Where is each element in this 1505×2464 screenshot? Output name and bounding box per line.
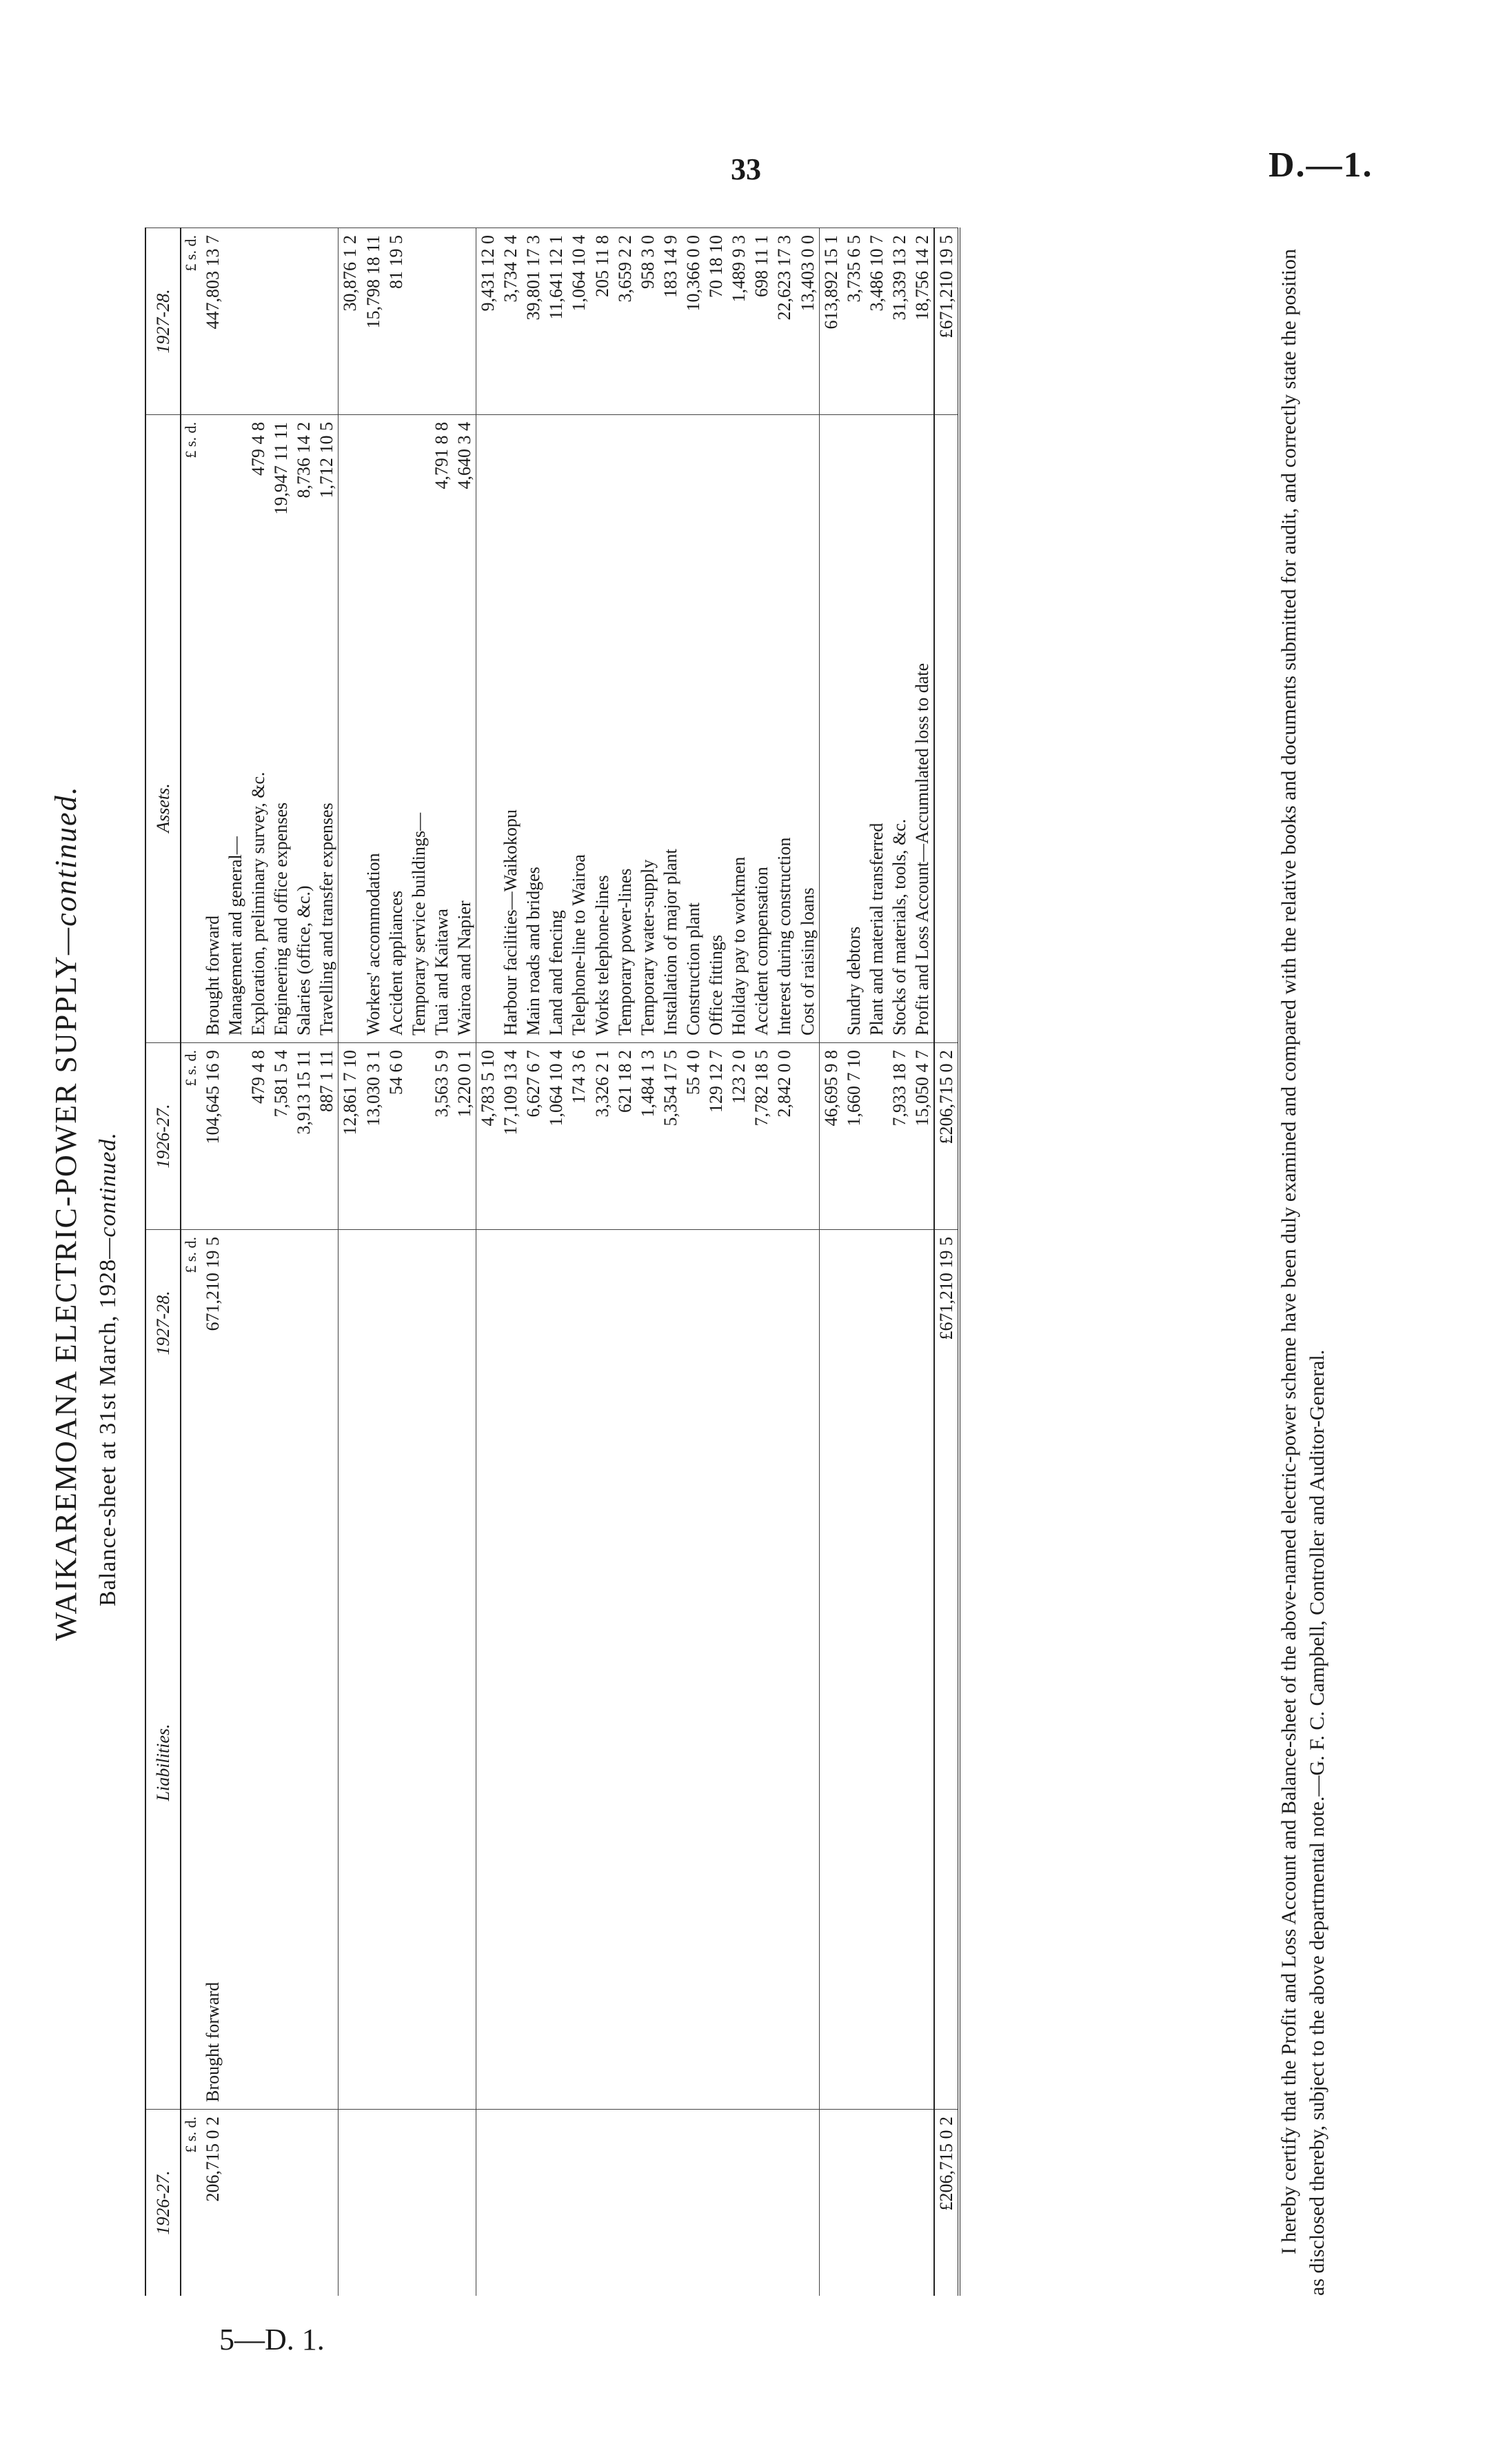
liabilities-empty-cell <box>362 2110 385 2296</box>
asset-label: Tuai and Kaitawa <box>431 909 452 1036</box>
liabilities-empty-cell <box>292 1230 315 1417</box>
liabilities-empty-cell <box>796 1416 820 2110</box>
asset-prior-value: 104,645 16 9 <box>201 1043 224 1230</box>
asset-prior-value: 5,354 17 5 <box>659 1043 682 1230</box>
asset-current-value: 183 14 9 <box>659 228 682 415</box>
liabilities-empty-cell <box>750 2110 773 2296</box>
table-header <box>145 228 181 2296</box>
asset-prior-value: 3,913 15 11 <box>292 1043 315 1230</box>
liabilities-empty-cell <box>247 2110 270 2296</box>
liabilities-empty-cell <box>819 1416 842 2110</box>
liabilities-empty-cell <box>407 1230 430 1417</box>
table-row <box>842 228 865 2296</box>
liabilities-empty-cell <box>614 1230 636 1417</box>
asset-prior-value: 12,861 7 10 <box>339 1043 362 1230</box>
liabilities-total-current: £671,210 19 5 <box>934 1230 959 1417</box>
table-row <box>750 228 773 2296</box>
table-row <box>201 228 224 2296</box>
asset-subtotal-value <box>499 415 522 574</box>
table-row <box>522 228 545 2296</box>
liabilities-empty-cell <box>476 2110 500 2296</box>
liabilities-empty-cell <box>796 1230 820 1417</box>
asset-prior-value: 46,695 9 8 <box>819 1043 842 1230</box>
liabilities-empty-cell <box>292 1416 315 2110</box>
table-row <box>453 228 476 2296</box>
asset-current-value: 9,431 12 0 <box>476 228 500 415</box>
asset-prior-value: 3,563 5 9 <box>430 1043 453 1230</box>
liabilities-empty-cell <box>362 1416 385 2110</box>
asset-prior-value <box>407 1043 430 1230</box>
asset-prior-value: 17,109 13 4 <box>499 1043 522 1230</box>
liabilities-empty-cell <box>659 1416 682 2110</box>
table-row <box>705 228 727 2296</box>
table-row <box>888 228 911 2296</box>
asset-label: Office fittings <box>706 934 727 1036</box>
asset-subtotal-value: 8,736 14 2 <box>292 415 315 574</box>
table-row <box>614 228 636 2296</box>
asset-current-value: 18,756 14 2 <box>911 228 934 415</box>
table-row <box>796 228 820 2296</box>
asset-label: Stocks of materials, tools, &c. <box>889 818 910 1036</box>
liabilities-empty-cell <box>339 2110 362 2296</box>
asset-prior-value: 13,030 3 1 <box>362 1043 385 1230</box>
liabilities-empty-cell <box>476 1416 500 2110</box>
assets-total-current: £671,210 19 5 <box>934 228 959 415</box>
liabilities-empty-cell <box>522 1416 545 2110</box>
table-row <box>545 228 567 2296</box>
liabilities-empty-cell <box>591 2110 614 2296</box>
units-label: £ s. d. <box>181 1043 201 1230</box>
table-row <box>819 228 842 2296</box>
asset-current-value <box>453 228 476 415</box>
liabilities-brought-forward-prior: 206,715 0 2 <box>201 2110 224 2296</box>
asset-prior-value: 1,484 1 3 <box>636 1043 659 1230</box>
rotated-balance-sheet <box>41 179 1386 2385</box>
liabilities-empty-cell <box>705 2110 727 2296</box>
asset-current-value: 70 18 10 <box>705 228 727 415</box>
assets-total-spacer <box>934 415 959 574</box>
liabilities-empty-cell <box>865 1230 888 1417</box>
page-number: 33 <box>731 152 761 186</box>
asset-subtotal-value <box>545 415 567 574</box>
asset-prior-value: 55 4 0 <box>682 1043 705 1230</box>
liabilities-empty-cell <box>453 1230 476 1417</box>
units-label: £ s. d. <box>181 2110 201 2296</box>
asset-subtotal-value: 1,712 10 5 <box>315 415 339 574</box>
asset-current-value: 1,489 9 3 <box>727 228 750 415</box>
asset-prior-value: 1,220 0 1 <box>453 1043 476 1230</box>
asset-prior-value: 123 2 0 <box>727 1043 750 1230</box>
asset-subtotal-value <box>614 415 636 574</box>
table-row <box>727 228 750 2296</box>
table-row <box>247 228 270 2296</box>
asset-subtotal-value <box>865 415 888 574</box>
asset-current-value: 15,798 18 11 <box>362 228 385 415</box>
liabilities-empty-cell <box>773 1416 796 2110</box>
table-row <box>385 228 407 2296</box>
liabilities-empty-cell <box>453 2110 476 2296</box>
asset-label: Engineering and office expenses <box>271 802 292 1036</box>
liabilities-empty-cell <box>567 1416 590 2110</box>
liabilities-empty-cell <box>888 2110 911 2296</box>
table-row <box>499 228 522 2296</box>
asset-subtotal-value <box>705 415 727 574</box>
liabilities-empty-cell <box>270 1416 292 2110</box>
asset-label: Accident compensation <box>751 867 772 1036</box>
asset-current-value: 30,876 1 2 <box>339 228 362 415</box>
asset-label: Brought forward <box>202 915 223 1036</box>
liabilities-empty-cell <box>545 1230 567 1417</box>
table-row <box>865 228 888 2296</box>
asset-current-value: 3,735 6 5 <box>842 228 865 415</box>
liabilities-brought-forward-current: 671,210 19 5 <box>201 1230 224 1417</box>
liabilities-empty-cell <box>476 1230 500 1417</box>
liabilities-total-spacer <box>934 1416 959 2110</box>
asset-subtotal-value <box>636 415 659 574</box>
asset-subtotal-value <box>888 415 911 574</box>
asset-label: Construction plant <box>683 902 704 1036</box>
asset-current-value <box>292 228 315 415</box>
liabilities-empty-cell <box>224 2110 247 2296</box>
asset-current-value: 3,659 2 2 <box>614 228 636 415</box>
liabilities-empty-cell <box>614 1416 636 2110</box>
asset-prior-value: 174 3 6 <box>567 1043 590 1230</box>
asset-label: Land and fencing <box>546 910 567 1036</box>
asset-current-value <box>247 228 270 415</box>
liabilities-empty-cell <box>339 1416 362 2110</box>
asset-prior-value <box>865 1043 888 1230</box>
liabilities-empty-cell <box>773 1230 796 1417</box>
liabilities-empty-cell <box>247 1416 270 2110</box>
asset-prior-value: 621 18 2 <box>614 1043 636 1230</box>
table-row <box>430 228 453 2296</box>
liabilities-empty-cell <box>682 2110 705 2296</box>
asset-label: Sundry debtors <box>843 926 864 1036</box>
asset-label: Salaries (office, &c.) <box>294 885 314 1036</box>
liabilities-empty-cell <box>842 2110 865 2296</box>
liabilities-empty-cell <box>842 1230 865 1417</box>
liabilities-empty-cell <box>911 1416 934 2110</box>
asset-subtotal-value <box>362 415 385 574</box>
asset-current-value: 31,339 13 2 <box>888 228 911 415</box>
asset-subtotal-value: 479 4 8 <box>247 415 270 574</box>
asset-current-value: 3,734 2 4 <box>499 228 522 415</box>
asset-subtotal-value <box>773 415 796 574</box>
liabilities-empty-cell <box>819 1230 842 1417</box>
asset-label: Exploration, preliminary survey, &c. <box>248 771 268 1036</box>
table-row <box>224 228 247 2296</box>
asset-subtotal-value <box>407 415 430 574</box>
liabilities-empty-cell <box>865 2110 888 2296</box>
asset-label: Temporary power-lines <box>614 868 635 1036</box>
units-label: £ s. d. <box>181 415 201 574</box>
liabilities-empty-cell <box>545 1416 567 2110</box>
asset-prior-value: 129 12 7 <box>705 1043 727 1230</box>
asset-label: Interest during construction <box>774 837 795 1036</box>
assets-total-prior: £206,715 0 2 <box>934 1043 959 1230</box>
asset-subtotal-value <box>339 415 362 574</box>
asset-current-value: 13,403 0 0 <box>796 228 820 415</box>
asset-subtotal-value <box>750 415 773 574</box>
asset-label: Main roads and bridges <box>523 867 544 1036</box>
auditor-certificate: I hereby certify that the Profit and Loss Account and Balance-sheet of the above-named electric-power scheme have been duly examined and compared with the relative books and documents submitted for audit, and correctly state the position as disclosed thereby, subject to the above departmental note.—G. F. C. Campbell, Controller and Auditor-General. <box>1277 249 1329 2296</box>
asset-subtotal-value <box>682 415 705 574</box>
liabilities-empty-cell <box>727 1416 750 2110</box>
liabilities-empty-cell <box>499 2110 522 2296</box>
liabilities-empty-cell <box>796 2110 820 2296</box>
asset-current-value <box>430 228 453 415</box>
asset-subtotal-value: 4,640 3 4 <box>453 415 476 574</box>
liabilities-empty-cell <box>865 1416 888 2110</box>
asset-prior-value: 479 4 8 <box>247 1043 270 1230</box>
asset-subtotal-value <box>522 415 545 574</box>
liabilities-empty-cell <box>842 1416 865 2110</box>
asset-label: Cost of raising loans <box>797 887 818 1036</box>
assets-prior-year-header: 1926-27. <box>145 1043 181 1230</box>
assets-header: Assets. <box>145 574 181 1043</box>
liabilities-empty-cell <box>247 1230 270 1417</box>
liabilities-empty-cell <box>407 1416 430 2110</box>
liabilities-empty-cell <box>315 1230 339 1417</box>
table-row <box>567 228 590 2296</box>
liabilities-empty-cell <box>407 2110 430 2296</box>
asset-prior-value <box>796 1043 820 1230</box>
asset-current-value: 698 11 1 <box>750 228 773 415</box>
liabilities-empty-cell <box>270 1230 292 1417</box>
table-row <box>407 228 430 2296</box>
asset-current-value: 22,623 17 3 <box>773 228 796 415</box>
asset-label: Wairoa and Napier <box>454 900 474 1036</box>
asset-label: Profit and Loss Account—Accumulated loss to date <box>912 663 933 1036</box>
liabilities-empty-cell <box>773 2110 796 2296</box>
asset-subtotal-value <box>819 415 842 574</box>
liabilities-empty-cell <box>224 1416 247 2110</box>
liabilities-empty-cell <box>911 1230 934 1417</box>
asset-current-value: 10,366 0 0 <box>682 228 705 415</box>
liabilities-empty-cell <box>911 2110 934 2296</box>
asset-prior-value: 7,933 18 7 <box>888 1043 911 1230</box>
asset-label <box>476 574 500 1043</box>
liabilities-empty-cell <box>659 1230 682 1417</box>
liabilities-empty-cell <box>499 1230 522 1417</box>
liabilities-empty-cell <box>750 1416 773 2110</box>
liabilities-empty-cell <box>522 2110 545 2296</box>
liabilities-empty-cell <box>224 1230 247 1417</box>
liabilities-empty-cell <box>453 1416 476 2110</box>
units-row <box>181 228 201 2296</box>
liabilities-prior-year-header: 1926-27. <box>145 2110 181 2296</box>
liabilities-empty-cell <box>750 1230 773 1417</box>
liabilities-empty-cell <box>888 1230 911 1417</box>
asset-label <box>819 574 842 1043</box>
liabilities-empty-cell <box>591 1230 614 1417</box>
liabilities-brought-forward-label: Brought forward <box>202 1981 223 2102</box>
asset-current-value <box>270 228 292 415</box>
asset-subtotal-value <box>224 415 247 574</box>
asset-prior-value: 15,050 4 7 <box>911 1043 934 1230</box>
liabilities-total-prior: £206,715 0 2 <box>934 2110 959 2296</box>
asset-prior-value: 1,064 10 4 <box>545 1043 567 1230</box>
table-row <box>636 228 659 2296</box>
table-row <box>659 228 682 2296</box>
liabilities-empty-cell <box>499 1416 522 2110</box>
table-row <box>591 228 614 2296</box>
table-row <box>315 228 339 2296</box>
liabilities-empty-cell <box>659 2110 682 2296</box>
asset-label: Accident appliances <box>385 890 406 1036</box>
asset-prior-value: 7,782 18 5 <box>750 1043 773 1230</box>
asset-subtotal-value: 4,791 8 8 <box>430 415 453 574</box>
asset-subtotal-value <box>842 415 865 574</box>
asset-subtotal-value <box>591 415 614 574</box>
units-label: £ s. d. <box>181 228 201 415</box>
liabilities-empty-cell <box>385 2110 407 2296</box>
asset-prior-value: 1,660 7 10 <box>842 1043 865 1230</box>
asset-current-value: 39,801 17 3 <box>522 228 545 415</box>
asset-current-value: 447,803 13 7 <box>201 228 224 415</box>
asset-current-value: 958 3 0 <box>636 228 659 415</box>
asset-subtotal-value <box>201 415 224 574</box>
page-reference: D.—1. <box>1269 145 1373 185</box>
asset-label: Installation of major plant <box>660 849 680 1036</box>
asset-label: Temporary water-supply <box>637 859 658 1036</box>
asset-prior-value: 7,581 5 4 <box>270 1043 292 1230</box>
liabilities-empty-cell <box>727 1230 750 1417</box>
asset-label <box>339 574 362 1043</box>
units-label: £ s. d. <box>181 1230 201 1417</box>
footer-reference: 5—D. 1. <box>219 2323 325 2356</box>
liabilities-empty-cell <box>567 1230 590 1417</box>
liabilities-empty-cell <box>727 2110 750 2296</box>
assets-current-year-header: 1927-28. <box>145 228 181 415</box>
asset-subtotal-value <box>911 415 934 574</box>
asset-current-value: 205 11 8 <box>591 228 614 415</box>
asset-current-value: 1,064 10 4 <box>567 228 590 415</box>
assets-total-spacer <box>934 574 959 1043</box>
asset-label: Management and general— <box>225 836 245 1036</box>
document-subtitle: Balance-sheet at 31st March, 1928—continued. <box>95 1132 121 1606</box>
asset-prior-value <box>224 1043 247 1230</box>
liabilities-empty-cell <box>819 2110 842 2296</box>
asset-label: Harbour facilities—Waikokopu <box>501 809 521 1036</box>
liabilities-empty-cell <box>292 2110 315 2296</box>
liabilities-empty-cell <box>682 1416 705 2110</box>
liabilities-empty-cell <box>682 1230 705 1417</box>
liabilities-empty-cell <box>385 1416 407 2110</box>
balance-sheet-table <box>145 228 960 2296</box>
liabilities-empty-cell <box>636 1230 659 1417</box>
asset-label: Holiday pay to workmen <box>729 856 749 1036</box>
liabilities-empty-cell <box>385 1230 407 1417</box>
liabilities-empty-cell <box>705 1230 727 1417</box>
liabilities-empty-cell <box>705 1416 727 2110</box>
asset-current-value <box>407 228 430 415</box>
table-row <box>476 228 500 2296</box>
asset-current-value: 11,641 12 1 <box>545 228 567 415</box>
liabilities-empty-cell <box>339 1230 362 1417</box>
liabilities-current-year-header: 1927-28. <box>145 1230 181 1417</box>
grand-total-row <box>934 228 959 2296</box>
liabilities-empty-cell <box>315 2110 339 2296</box>
liabilities-empty-cell <box>614 2110 636 2296</box>
asset-subtotal-value <box>385 415 407 574</box>
asset-current-value <box>224 228 247 415</box>
asset-label: Travelling and transfer expenses <box>316 802 337 1036</box>
asset-subtotal-value <box>659 415 682 574</box>
asset-current-value: 613,892 15 1 <box>819 228 842 415</box>
asset-prior-value: 3,326 2 1 <box>591 1043 614 1230</box>
asset-current-value <box>315 228 339 415</box>
table-row <box>270 228 292 2296</box>
asset-label: Workers' accommodation <box>363 853 383 1036</box>
table-row <box>911 228 934 2296</box>
liabilities-empty-cell <box>362 1230 385 1417</box>
table-row <box>773 228 796 2296</box>
asset-prior-value: 54 6 0 <box>385 1043 407 1230</box>
asset-label: Works telephone-lines <box>592 875 612 1036</box>
table-row <box>292 228 315 2296</box>
liabilities-empty-cell <box>591 1416 614 2110</box>
liabilities-empty-cell <box>270 2110 292 2296</box>
asset-prior-value: 6,627 6 7 <box>522 1043 545 1230</box>
asset-current-value: 81 19 5 <box>385 228 407 415</box>
liabilities-empty-cell <box>315 1416 339 2110</box>
table-row <box>339 228 362 2296</box>
asset-current-value: 3,486 10 7 <box>865 228 888 415</box>
document-title: WAIKAREMOANA ELECTRIC-POWER SUPPLY—continued. <box>49 785 83 1641</box>
liabilities-empty-cell <box>636 1416 659 2110</box>
liabilities-empty-cell <box>636 2110 659 2296</box>
table-row <box>362 228 385 2296</box>
assets-subtotal-header <box>145 415 181 574</box>
asset-label: Plant and material transferred <box>866 822 887 1036</box>
liabilities-empty-cell <box>430 2110 453 2296</box>
asset-label: Telephone-line to Wairoa <box>569 854 589 1036</box>
asset-subtotal-value: 19,947 11 11 <box>270 415 292 574</box>
liabilities-header: Liabilities. <box>145 1416 181 2110</box>
liabilities-empty-cell <box>545 2110 567 2296</box>
asset-prior-value: 4,783 5 10 <box>476 1043 500 1230</box>
asset-subtotal-value <box>796 415 820 574</box>
asset-prior-value: 2,842 0 0 <box>773 1043 796 1230</box>
liabilities-empty-cell <box>888 1416 911 2110</box>
asset-subtotal-value <box>567 415 590 574</box>
liabilities-empty-cell <box>430 1230 453 1417</box>
asset-prior-value: 887 1 11 <box>315 1043 339 1230</box>
asset-subtotal-value <box>476 415 500 574</box>
liabilities-empty-cell <box>567 2110 590 2296</box>
asset-subtotal-value <box>727 415 750 574</box>
liabilities-empty-cell <box>522 1230 545 1417</box>
table-row <box>682 228 705 2296</box>
asset-label: Temporary service buildings— <box>408 812 429 1036</box>
liabilities-empty-cell <box>430 1416 453 2110</box>
